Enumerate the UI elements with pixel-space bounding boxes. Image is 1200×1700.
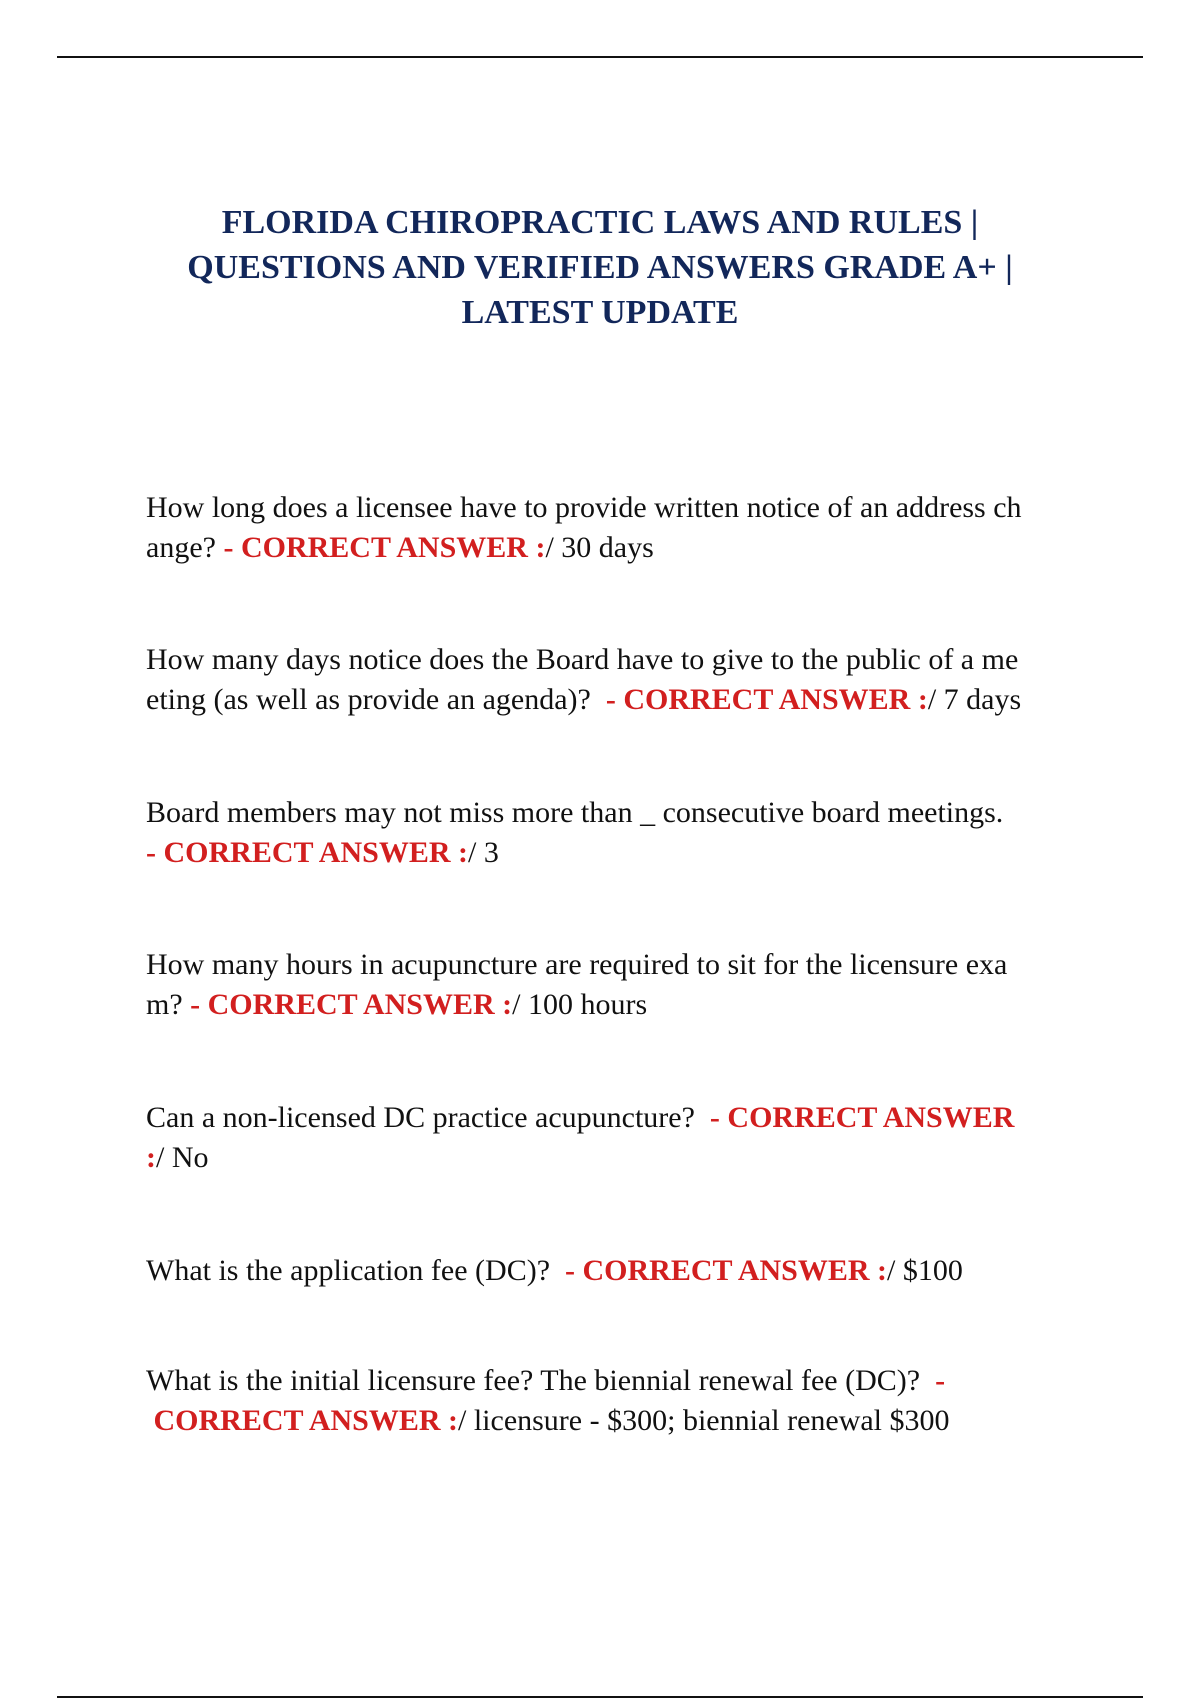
top-rule xyxy=(57,56,1143,58)
correct-answer-label: - CORRECT ANSWER : xyxy=(565,1254,888,1287)
correct-answer-label: - CORRECT ANSWER xyxy=(709,1101,1015,1134)
qa-item-7 xyxy=(146,1281,1086,1481)
question-text: How many hours in acupuncture are required to sit for the licensure exa xyxy=(146,948,1008,981)
answer-text: / 100 hours xyxy=(512,988,648,1021)
question-text: How long does a licensee have to provide written notice of an address ch xyxy=(146,491,1022,524)
correct-answer-label: - CORRECT ANSWER : xyxy=(605,683,928,716)
answer-text: / 30 days xyxy=(545,531,654,564)
correct-answer-label: - CORRECT ANSWER : xyxy=(146,836,468,869)
question-text: What is the initial licensure fee? The biennial renewal fee (DC)? xyxy=(146,1364,936,1397)
bottom-rule xyxy=(57,1696,1143,1698)
answer-text: / 7 days xyxy=(927,683,1022,716)
answer-text: / No xyxy=(156,1141,209,1174)
title-line-2: QUESTIONS AND VERIFIED ANSWERS GRADE A+ | xyxy=(187,249,1013,286)
document-title xyxy=(120,200,1080,335)
correct-answer-label: CORRECT ANSWER : xyxy=(153,1404,458,1437)
correct-answer-colon: : xyxy=(146,1141,156,1174)
question-text: eting (as well as provide an agenda)? xyxy=(146,683,606,716)
correct-answer-dash: - xyxy=(935,1364,946,1397)
answer-text: / 3 xyxy=(468,836,499,869)
question-text: Board members may not miss more than _ consecutive board meetings. xyxy=(146,796,1004,829)
question-text: What is the application fee (DC)? xyxy=(146,1254,566,1287)
answer-text: / licensure - $300; biennial renewal $300 xyxy=(458,1404,950,1437)
title-line-1: FLORIDA CHIROPRACTIC LAWS AND RULES | xyxy=(221,204,979,241)
correct-answer-label: - CORRECT ANSWER : xyxy=(223,531,546,564)
question-text: How many days notice does the Board have to give to the public of a me xyxy=(146,643,1019,676)
answer-text: / $100 xyxy=(887,1254,963,1287)
question-text: ange? xyxy=(146,531,224,564)
question-text: Can a non-licensed DC practice acupuncture? xyxy=(146,1101,710,1134)
title-line-3: LATEST UPDATE xyxy=(461,294,739,331)
correct-answer-label: - CORRECT ANSWER : xyxy=(190,988,513,1021)
question-text: m? xyxy=(146,988,191,1021)
